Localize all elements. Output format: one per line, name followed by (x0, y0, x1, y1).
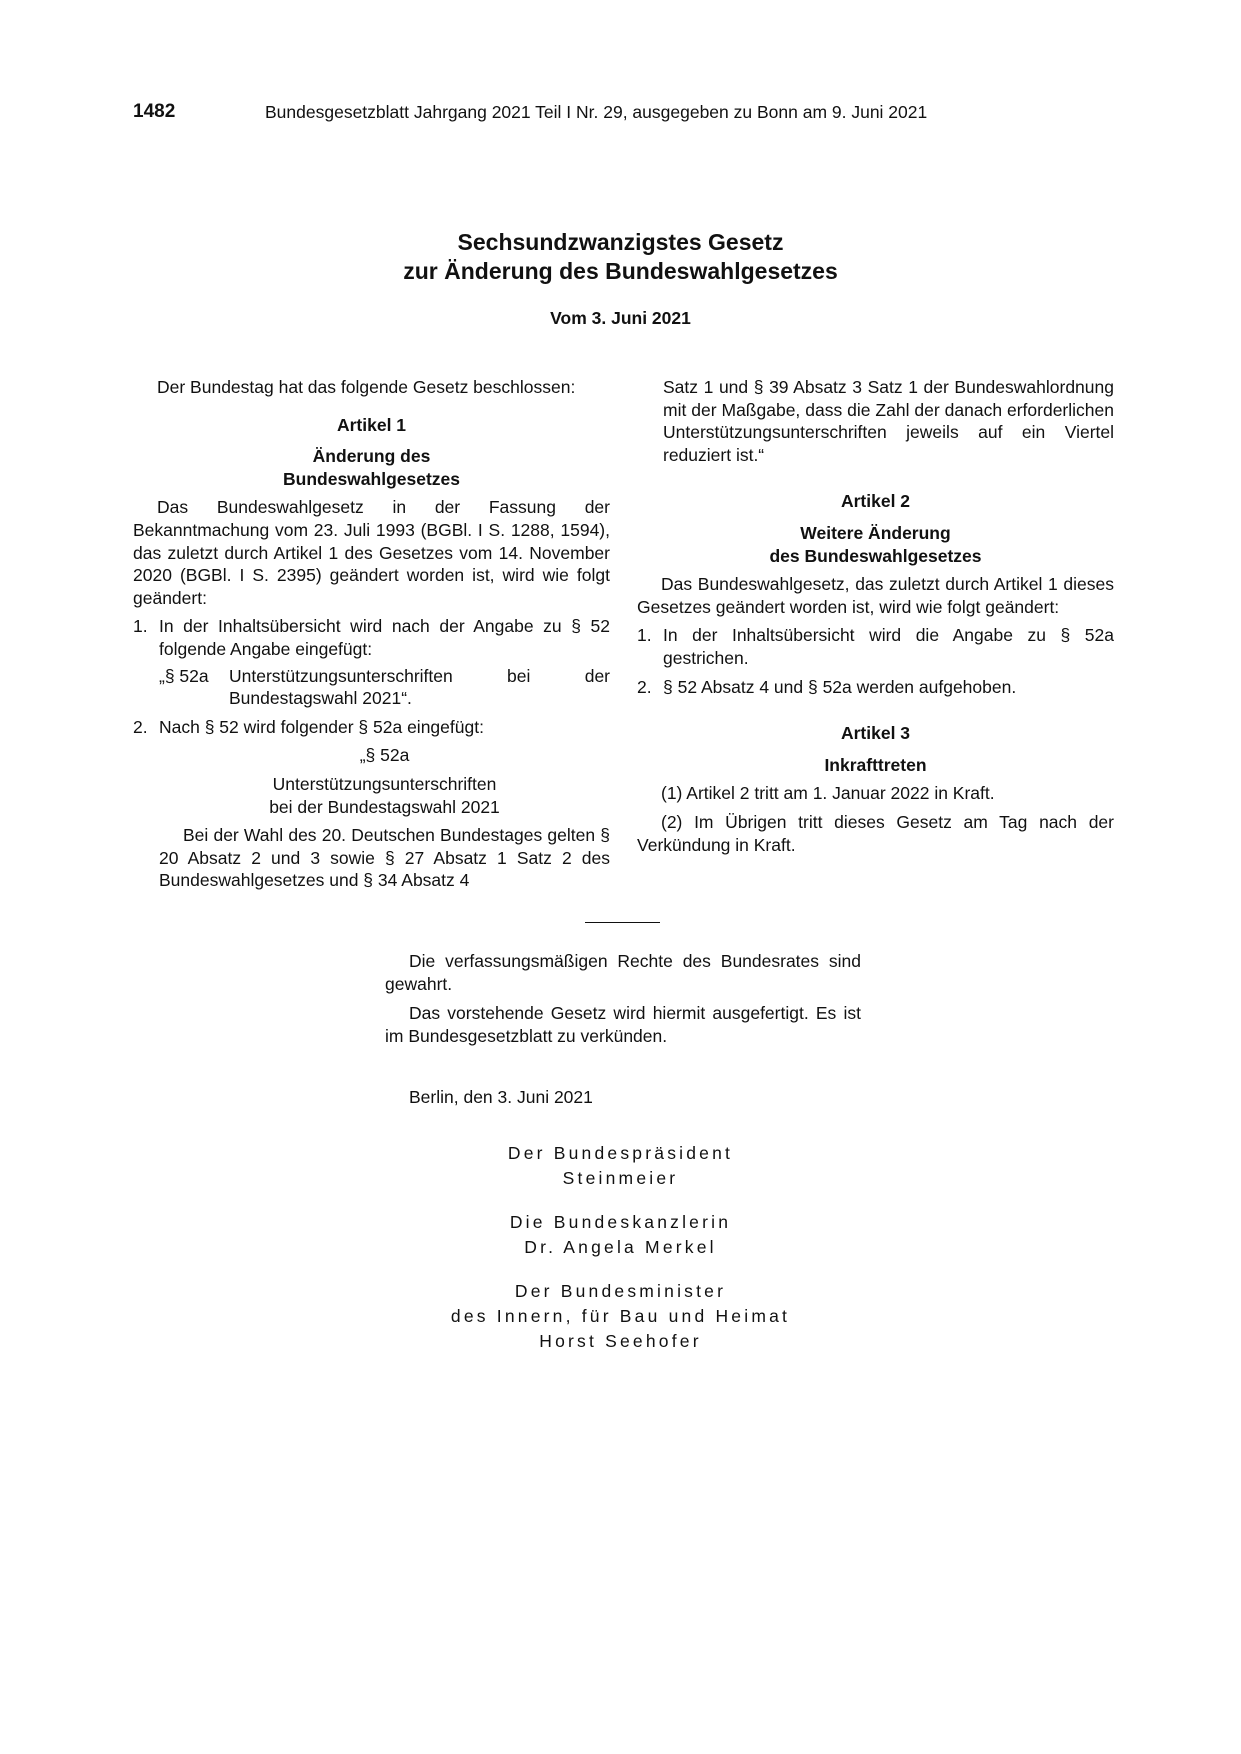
title-line-2: zur Änderung des Bundeswahlgesetzes (403, 258, 838, 284)
list-number: 1. (133, 616, 148, 637)
article-2-text: Das Bundeswahlgesetz, das zuletzt durch Artikel 1 dieses Gesetzes geändert worden ist, wird wie folgt geändert: (637, 574, 1114, 617)
paragraph-number: „§ 52a (359, 745, 410, 766)
closing-formula (385, 950, 861, 1109)
article-1-subtitle-1: Änderung des (312, 446, 431, 467)
left-column (133, 376, 610, 892)
signature-block (0, 1141, 1241, 1191)
closing-paragraph-2: Das vorstehende Gesetz wird hiermit ausgefertigt. Es ist im Bundesgesetzblatt zu verkünden. (385, 1003, 861, 1046)
article-3-heading: Artikel 3 (840, 723, 911, 744)
list-number: 2. (637, 676, 652, 697)
signature-title: Der Bundespräsident (507, 1143, 734, 1163)
list-text: § 52 Absatz 4 und § 52a werden aufgehoben. (663, 676, 1017, 697)
signature-title-line-2: des Innern, für Bau und Heimat (450, 1306, 791, 1326)
article-3-paragraph-1: (1) Artikel 2 tritt am 1. Januar 2022 in Kraft. (661, 783, 995, 804)
signature-block (0, 1279, 1241, 1354)
signature-title: Die Bundeskanzlerin (509, 1212, 732, 1232)
signature-name: Steinmeier (562, 1168, 679, 1188)
closing-paragraph-1: Die verfassungsmäßigen Rechte des Bundesrates sind gewahrt. (385, 951, 861, 994)
inserted-entry-number: „§ 52a (159, 665, 209, 686)
list-item (637, 624, 1114, 669)
running-header: Bundesgesetzblatt Jahrgang 2021 Teil I Nr. 29, ausgegeben zu Bonn am 9. Juni 2021 (265, 102, 928, 122)
list-text: In der Inhaltsübersicht wird die Angabe zu § 52a gestrichen. (663, 625, 1114, 668)
article-3-subtitle: Inkrafttreten (824, 754, 927, 775)
title-line-1: Sechsundzwanzigstes Gesetz (457, 229, 784, 255)
article-2-heading: Artikel 2 (840, 491, 911, 512)
inserted-entry (159, 665, 610, 710)
law-date: Vom 3. Juni 2021 (550, 308, 691, 328)
list-item (133, 615, 610, 660)
signature-title: Der Bundesminister (514, 1281, 727, 1301)
continued-text: Satz 1 und § 39 Absatz 3 Satz 1 der Bundeswahlordnung mit der Maßgabe, dass die Zahl der danach erforderlichen Unterstützungsunterschriften jeweils auf ein Viertel reduziert ist.“ (663, 377, 1114, 465)
article-1-heading: Artikel 1 (336, 414, 407, 435)
list-item (637, 676, 1114, 699)
article-1-subtitle-2: Bundeswahlgesetzes (283, 468, 460, 489)
list-item (133, 716, 610, 739)
separator-rule (585, 922, 660, 923)
article-2-subtitle-2: des Bundeswahlgesetzes (769, 545, 982, 566)
right-column (637, 376, 1114, 856)
law-title (0, 228, 1241, 286)
enacting-clause: Der Bundestag hat das folgende Gesetz beschlossen: (157, 377, 576, 397)
signature-name: Horst Seehofer (539, 1331, 702, 1351)
article-1-text: Das Bundeswahlgesetz in der Fassung der Bekanntmachung vom 23. Juli 1993 (BGBl. I S. 1288, 1594), das zuletzt durch Artikel 1 des Gesetzes vom 14. November 2020 (BGBl. I S. 2395) geändert worden ist, wird wie folgt geändert: (133, 497, 610, 608)
list-text: In der Inhaltsübersicht wird nach der Angabe zu § 52 folgende Angabe eingefügt: (159, 616, 610, 659)
paragraph-title-1: Unterstützungsunterschriften (272, 773, 497, 794)
inserted-entry-text: Unterstützungsunterschriften bei der Bundestagswahl 2021“. (229, 665, 610, 709)
place-and-date: Berlin, den 3. Juni 2021 (409, 1087, 593, 1108)
list-text: Nach § 52 wird folgender § 52a eingefügt: (159, 716, 484, 737)
paragraph-text: Bei der Wahl des 20. Deutschen Bundestages gelten § 20 Absatz 2 und 3 sowie § 27 Absatz 1 Satz 2 des Bundeswahlgesetzes und § 34 Absatz 4 (159, 825, 610, 891)
page-number: 1482 (133, 101, 176, 122)
article-2-subtitle-1: Weitere Änderung (800, 522, 951, 543)
list-number: 2. (133, 716, 148, 737)
signature-name: Dr. Angela Merkel (524, 1237, 717, 1257)
list-number: 1. (637, 625, 652, 646)
inserted-paragraph (159, 744, 610, 892)
signature-block (0, 1210, 1241, 1260)
article-3-paragraph-2: (2) Im Übrigen tritt dieses Gesetz am Tag nach der Verkündung in Kraft. (637, 811, 1114, 855)
paragraph-title-2: bei der Bundestagswahl 2021 (269, 796, 500, 817)
